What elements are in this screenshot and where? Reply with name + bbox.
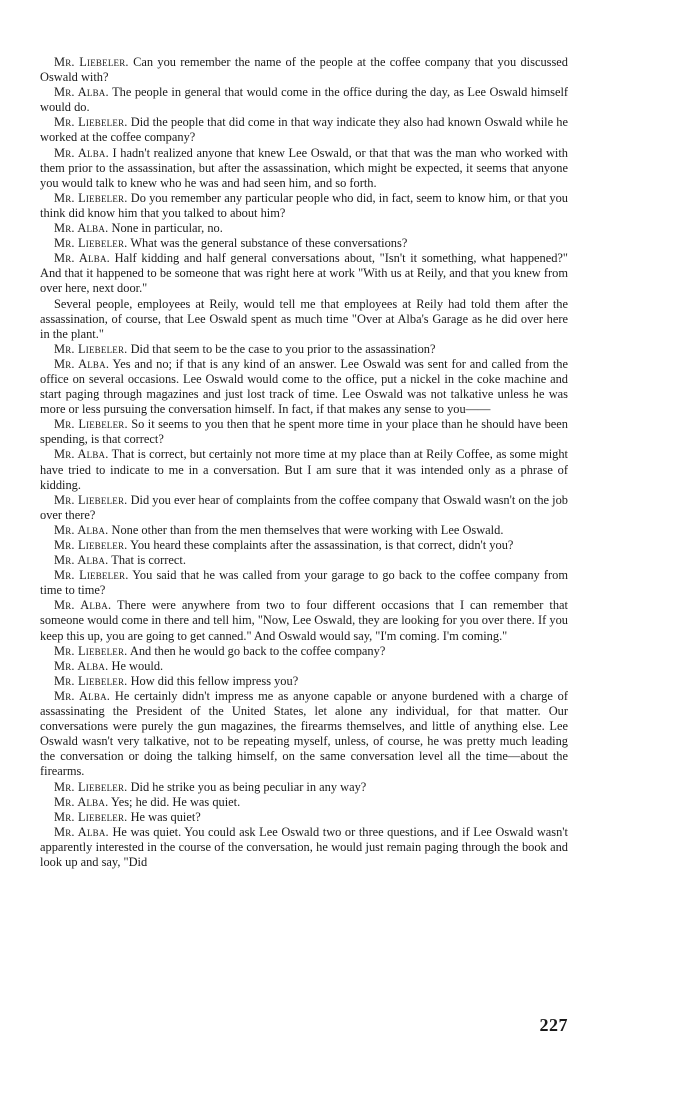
speaker-label: Mr. Alba. xyxy=(54,221,109,236)
paragraph-text: Yes; he did. He was quiet. xyxy=(111,794,241,809)
speaker-label: Mr. Liebeler. xyxy=(54,643,128,658)
paragraph-text: Did you ever hear of complaints from the coffee company that Oswald wasn't on the job over there? xyxy=(40,492,568,522)
testimony-paragraph xyxy=(40,447,568,492)
testimony-paragraph xyxy=(40,493,568,523)
testimony-paragraph xyxy=(40,55,568,85)
speaker-label: Mr. Liebeler. xyxy=(54,236,128,251)
speaker-label: Mr. Liebeler. xyxy=(54,417,128,432)
paragraph-text: I hadn't realized anyone that knew Lee Oswald, or that that was the man who worked with them prior to the assassination, but after the assassination, which might be expected, it seems that anyone you would talk to knew who he was and had seen him, and so forth. xyxy=(40,145,568,190)
speaker-label: Mr. Alba. xyxy=(54,251,110,266)
testimony-paragraph xyxy=(40,417,568,447)
paragraph-text: Several people, employees at Reily, would tell me that employees at Reily had told them after the assassination, of course, that Lee Oswald spent as much time "Over at Alba's Garage as he did over here in the plant." xyxy=(40,296,568,341)
paragraph-text: And then he would go back to the coffee company? xyxy=(129,643,386,658)
paragraph-text: Did the people that did come in that way indicate they also had known Oswald while he worked at the coffee company? xyxy=(40,115,568,145)
speaker-label: Mr. Alba. xyxy=(54,145,109,160)
testimony-paragraph xyxy=(40,146,568,191)
speaker-label: Mr. Alba. xyxy=(54,794,109,809)
paragraph-text: The people in general that would come in the office during the day, as Lee Oswald himself would do. xyxy=(40,85,569,115)
testimony-paragraph xyxy=(40,85,568,115)
speaker-label: Mr. Liebeler. xyxy=(54,568,129,583)
testimony-paragraph xyxy=(40,659,568,674)
testimony-paragraph xyxy=(40,674,568,689)
paragraph-text: What was the general substance of these conversations? xyxy=(130,236,408,251)
speaker-label: Mr. Liebeler. xyxy=(54,538,128,552)
speaker-label: Mr. Alba. xyxy=(54,824,109,839)
speaker-label: Mr. Liebeler. xyxy=(54,809,128,824)
paragraph-text: Do you remember any particular people who did, in fact, seem to know him, or that you think did know him that you talked to about him? xyxy=(40,190,568,220)
testimony-paragraph xyxy=(40,795,568,810)
paragraph-text: Half kidding and half general conversations about, "Isn't it something, what happened?" And that it happened to be someone that was right here at work "With us at Reily, and that you knew from over here, next door." xyxy=(40,251,568,296)
testimony-paragraph xyxy=(40,538,568,553)
paragraph-text: Did that seem to be the case to you prior to the assassination? xyxy=(130,341,436,356)
testimony-paragraph xyxy=(40,598,568,643)
paragraph-text: Did he strike you as being peculiar in any way? xyxy=(130,779,367,794)
testimony-paragraph xyxy=(40,297,568,342)
paragraph-text: Can you remember the name of the people at the coffee company that you discussed Oswald with? xyxy=(40,55,568,85)
speaker-label: Mr. Liebeler. xyxy=(54,779,128,794)
paragraph-text: That is correct. xyxy=(111,553,186,568)
testimony-paragraph xyxy=(40,251,568,296)
testimony-paragraph xyxy=(40,689,568,780)
testimony-paragraph xyxy=(40,553,568,568)
testimony-paragraph xyxy=(40,342,568,357)
testimony-paragraph xyxy=(40,825,568,870)
testimony-paragraph xyxy=(40,810,568,825)
speaker-label: Mr. Alba. xyxy=(54,598,112,613)
testimony-paragraph xyxy=(40,644,568,659)
speaker-label: Mr. Alba. xyxy=(54,447,109,462)
speaker-label: Mr. Liebeler. xyxy=(54,55,129,69)
testimony-paragraph xyxy=(40,780,568,795)
paragraph-text: None in particular, no. xyxy=(111,221,223,236)
speaker-label: Mr. Alba. xyxy=(54,522,109,537)
paragraph-text: There were anywhere from two to four different occasions that I can remember that someone would come in there and tell him, "Now, Lee Oswald, they are looking for you over there. If you keep this up, you are going to get canned." And Oswald would say, "I'm coming. I'm coming." xyxy=(40,598,568,643)
paragraph-text: That is correct, but certainly not more time at my place than at Reily Coffee, as some might have tried to indicate to me in a conversation. But I am sure that it was intended only as a phrase of kidding. xyxy=(40,447,568,492)
paragraph-text: He was quiet? xyxy=(130,809,201,824)
testimony-paragraph xyxy=(40,568,568,598)
paragraph-text: So it seems to you then that he spent more time in your place than he should have been spending, is that correct? xyxy=(40,417,568,447)
paragraph-text: You heard these complaints after the assassination, is that correct, didn't you? xyxy=(130,538,514,552)
paragraph-text: He was quiet. You could ask Lee Oswald two or three questions, and if Lee Oswald wasn't apparently interested in the course of the conversation, he would just remain paging through the book and look up and say, "Did xyxy=(40,824,568,869)
testimony-text xyxy=(40,55,568,870)
speaker-label: Mr. Liebeler. xyxy=(54,115,128,130)
testimony-paragraph xyxy=(40,523,568,538)
testimony-paragraph xyxy=(40,115,568,145)
speaker-label: Mr. Liebeler. xyxy=(54,492,128,507)
testimony-paragraph xyxy=(40,357,568,417)
speaker-label: Mr. Alba. xyxy=(54,85,109,100)
testimony-paragraph xyxy=(40,236,568,251)
paragraph-text: He would. xyxy=(111,658,164,673)
paragraph-text: How did this fellow impress you? xyxy=(130,673,299,688)
speaker-label: Mr. Liebeler. xyxy=(54,673,128,688)
testimony-paragraph xyxy=(40,191,568,221)
speaker-label: Mr. Liebeler. xyxy=(54,341,128,356)
testimony-paragraph xyxy=(40,221,568,236)
speaker-label: Mr. Alba. xyxy=(54,356,110,371)
paragraph-text: You said that he was called from your garage to go back to the coffee company from time to time? xyxy=(40,568,568,598)
page-number: 227 xyxy=(539,1015,568,1035)
paragraph-text: Yes and no; if that is any kind of an answer. Lee Oswald was sent for and called from the office on several occasions. Lee Oswald would come to the office, put a nickel in the coke machine and start paging through magazines and just lost track of time. Lee Oswald was not talkative unless he was more or less pursuing the conversation himself. In fact, if that makes any sense to you—— xyxy=(40,356,568,417)
paragraph-text: He certainly didn't impress me as anyone capable or anyone burdened with a charge of assassinating the President of the United States, let alone any individual, for that matter. Our conversations were purely the gun magazines, the firearms themselves, and little of anything else. Lee Oswald wasn't very talkative, not to be repeating myself, unless, of course, he was pretty much leading the conversation or doing the talking himself, on the same conversation level all the time—about the firearms. xyxy=(40,688,568,779)
speaker-label: Mr. Alba. xyxy=(54,658,109,673)
paragraph-text: None other than from the men themselves that were working with Lee Oswald. xyxy=(111,522,504,537)
speaker-label: Mr. Liebeler. xyxy=(54,190,128,205)
speaker-label: Mr. Alba. xyxy=(54,688,111,703)
speaker-label: Mr. Alba. xyxy=(54,553,109,568)
